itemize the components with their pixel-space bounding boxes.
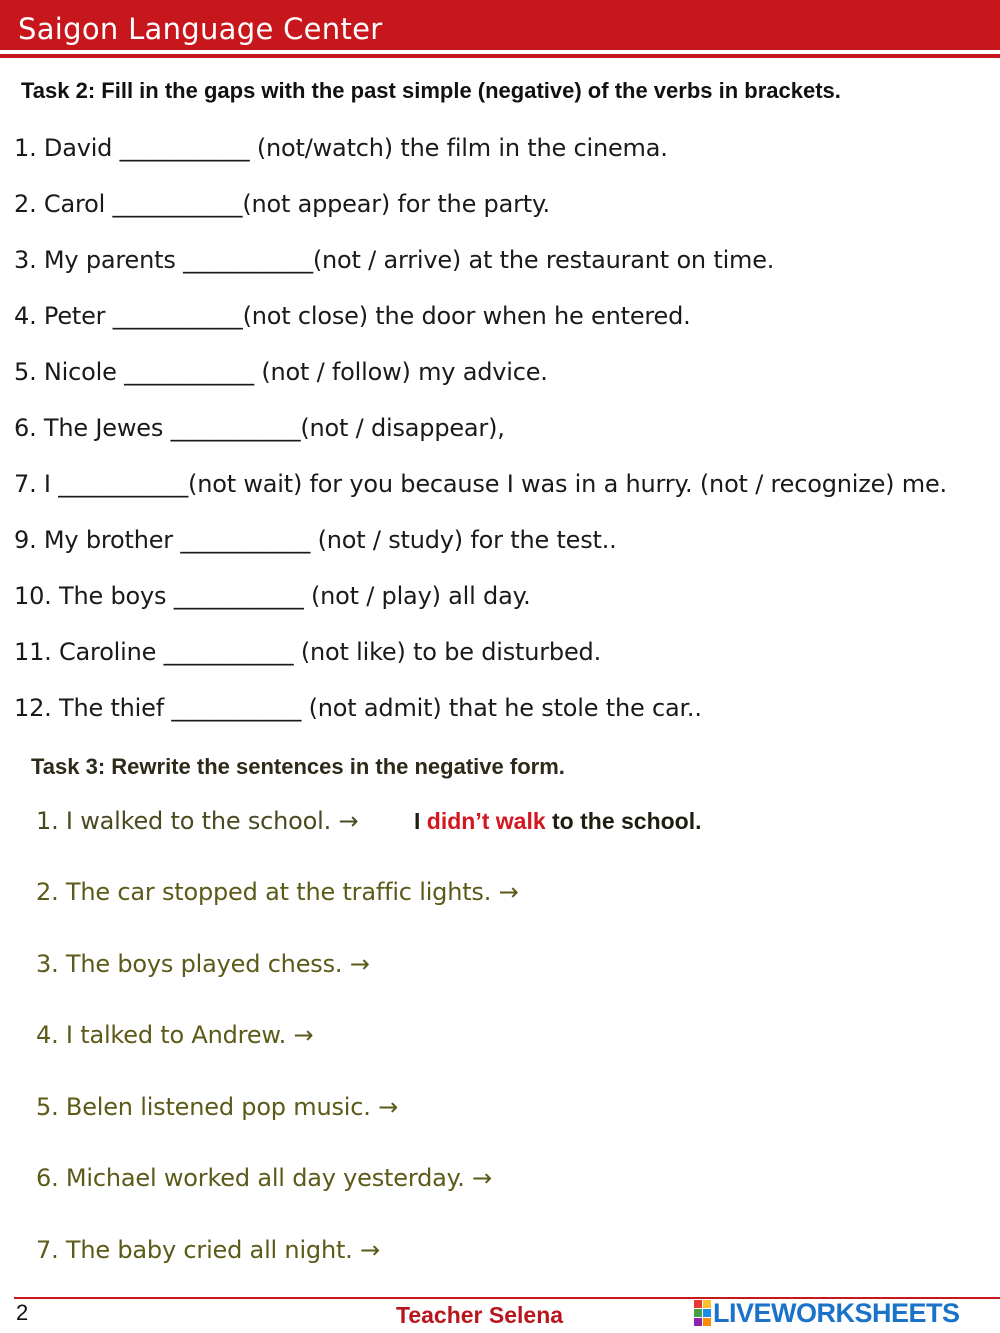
task3-item-3: 3. The boys played chess. → xyxy=(36,950,370,978)
center-title: Saigon Language Center xyxy=(18,12,383,46)
answer-highlight: didn’t walk xyxy=(426,808,546,834)
answer-suffix: to the school. xyxy=(545,808,702,834)
task2-item-4: 4. Peter ___________(not close) the door when he entered. xyxy=(14,302,691,330)
task3-item-1: 1. I walked to the school. → xyxy=(36,807,359,835)
task2-item-3: 3. My parents ___________(not / arrive) at the restaurant on time. xyxy=(14,246,775,274)
task3-item-7: 7. The baby cried all night. → xyxy=(36,1236,380,1264)
page-number: 2 xyxy=(16,1300,29,1325)
task3-item-2: 2. The car stopped at the traffic lights. → xyxy=(36,878,519,906)
answer-prefix: I xyxy=(414,808,427,834)
task2-item-12: 12. The thief ___________ (not admit) that he stole the car.. xyxy=(14,694,702,722)
liveworksheets-brand: LIVEWORKSHEETS xyxy=(713,1297,960,1328)
task3-heading: Task 3: Rewrite the sentences in the negative form. xyxy=(31,754,565,779)
task2-item-10: 10. The boys ___________ (not / play) all day. xyxy=(14,582,531,610)
liveworksheets-squares-icon xyxy=(694,1300,711,1326)
task2-item-5: 5. Nicole ___________ (not / follow) my advice. xyxy=(14,358,548,386)
header-bar xyxy=(0,0,1000,50)
task2-item-9: 9. My brother ___________ (not / study) for the test.. xyxy=(14,526,617,554)
task2-item-1: 1. David ___________ (not/watch) the film in the cinema. xyxy=(14,134,668,162)
liveworksheets-logo[interactable] xyxy=(694,1298,960,1328)
task2-item-11: 11. Caroline ___________ (not like) to be disturbed. xyxy=(14,638,601,666)
task3-item-4: 4. I talked to Andrew. → xyxy=(36,1021,314,1049)
task3-item-6: 6. Michael worked all day yesterday. → xyxy=(36,1164,492,1192)
task3-item-5: 5. Belen listened pop music. → xyxy=(36,1093,398,1121)
task2-item-7: 7. I ___________(not wait) for you because I was in a hurry. (not / recognize) me. xyxy=(14,470,947,498)
example-answer xyxy=(414,808,702,835)
teacher-name: Teacher Selena xyxy=(396,1302,564,1328)
task2-heading: Task 2: Fill in the gaps with the past simple (negative) of the verbs in brackets. xyxy=(21,78,841,103)
task2-item-6: 6. The Jewes ___________(not / disappear), xyxy=(14,414,505,442)
header-divider xyxy=(0,54,1000,58)
task2-item-2: 2. Carol ___________(not appear) for the party. xyxy=(14,190,550,218)
